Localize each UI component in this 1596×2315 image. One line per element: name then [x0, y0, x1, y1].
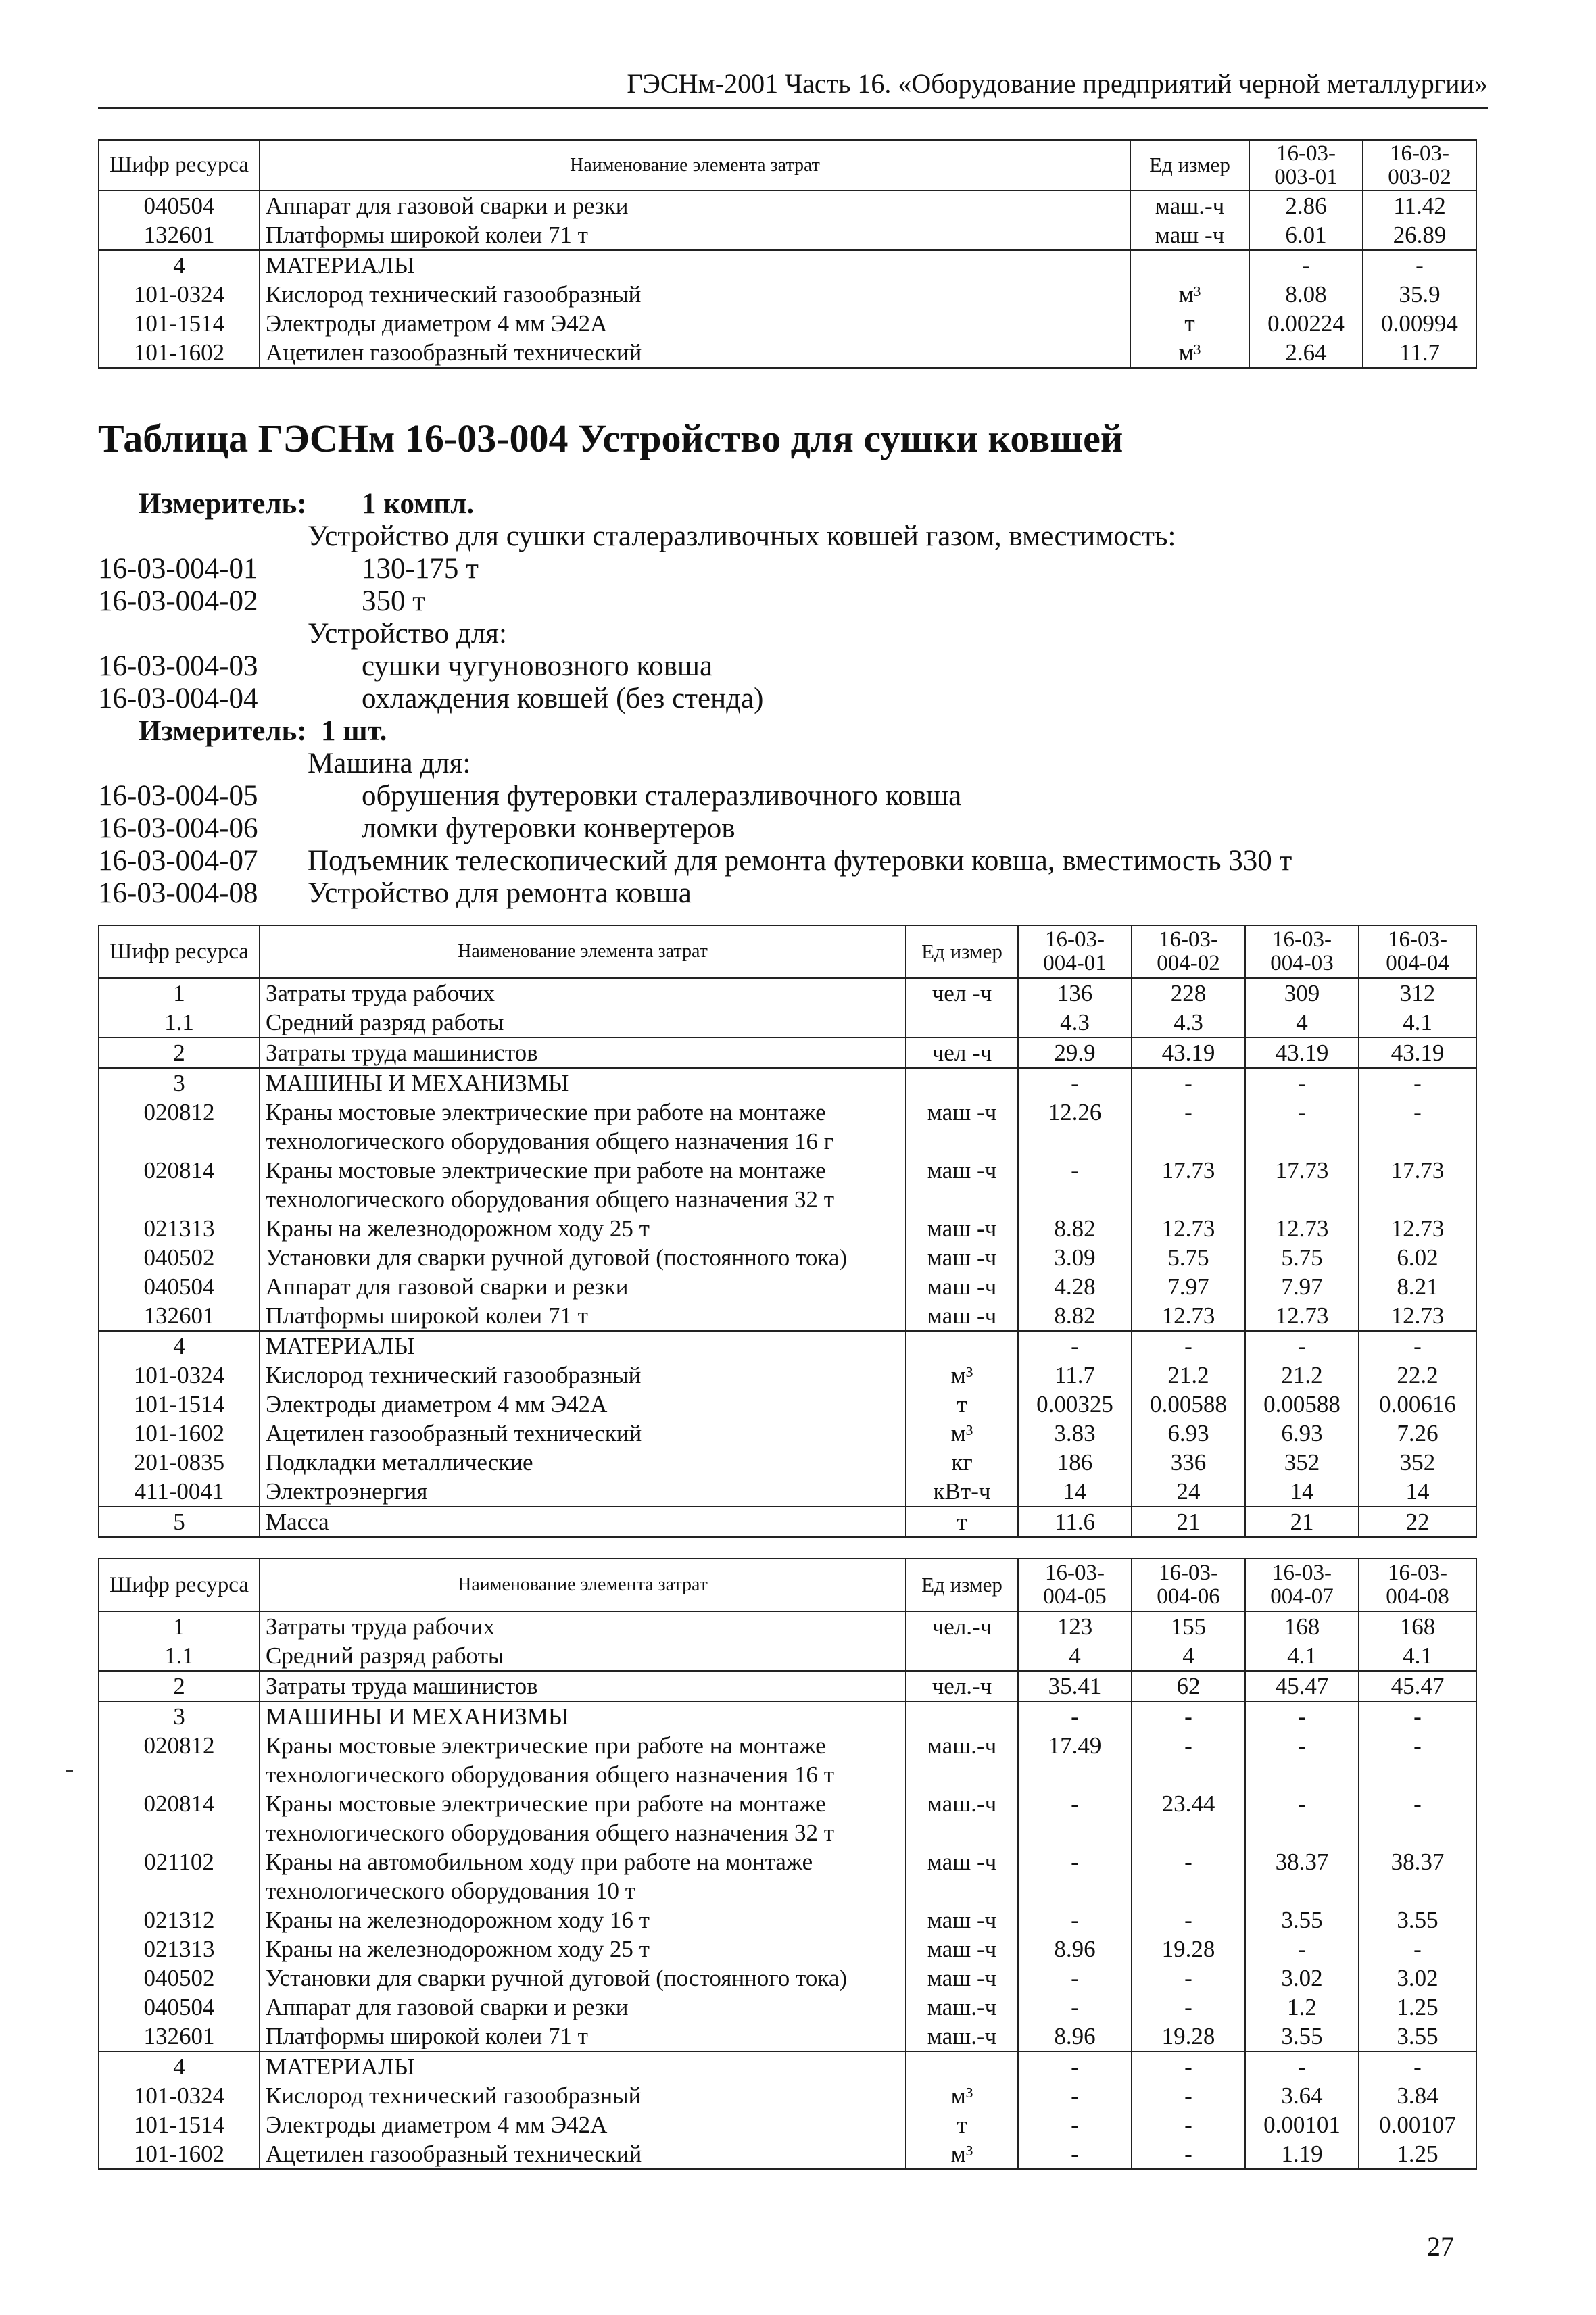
resource-table-004-05-08 [98, 1558, 1477, 2170]
table-row: 2 Затраты труда машинистов чел -ч 29.9 43.19 43.19 43.19 [99, 1038, 1476, 1068]
col-header-16-03-004-04: 16-03- 004-04 [1359, 925, 1476, 978]
table-row: 5 Масса т 11.6 21 21 22 [99, 1507, 1476, 1538]
table-row: 040502 Установки для сварки ручной дуговой (постоянного тока) маш -ч - - 3.02 3.02 [99, 1964, 1476, 1993]
item-code: 16-03-004-03 [98, 650, 258, 682]
table-row: 2 Затраты труда машинистов чел.-ч 35.41 62 45.47 45.47 [99, 1671, 1476, 1701]
measure-value: 1 компл. [362, 488, 475, 520]
item-code: 16-03-004-07 [98, 845, 258, 877]
item-text: 130-175 т [362, 553, 479, 585]
item-code: 16-03-004-08 [98, 877, 258, 909]
table-row: 132601 Платформы широкой колеи 71 т маш -ч 8.82 12.73 12.73 12.73 [99, 1301, 1476, 1331]
margin-mark [66, 1770, 73, 1772]
item-code: 16-03-004-04 [98, 683, 258, 714]
table-row: 020812 Краны мостовые электрические при работе на монтаже технологического оборудования общего назначения 16 г маш -ч 12.26 - - - [99, 1098, 1476, 1156]
table-row: 1.1 Средний разряд работы 4 4 4.1 4.1 [99, 1641, 1476, 1671]
spec-description: Машина для: [308, 748, 471, 779]
table-row: 1.1 Средний разряд работы 4.3 4.3 4 4.1 [99, 1008, 1476, 1038]
table-row: 132601 Платформы широкой колеи 71 т маш -ч 6.01 26.89 [99, 220, 1476, 250]
measure-label: Измеритель: [139, 488, 307, 520]
table-row: 021312 Краны на железнодорожном ходу 16 т маш -ч - - 3.55 3.55 [99, 1905, 1476, 1934]
item-text: обрушения футеровки сталеразливочного ковша [362, 780, 962, 812]
table-row: 101-1602 Ацетилен газообразный технический м³ - - 1.19 1.25 [99, 2139, 1476, 2170]
table-row: 132601 Платформы широкой колеи 71 т маш.-ч 8.96 19.28 3.55 3.55 [99, 2022, 1476, 2051]
table-row: 4 МАТЕРИАЛЫ - - - - [99, 2051, 1476, 2081]
col-header-16-03-003-02: 16-03- 003-02 [1363, 140, 1476, 191]
measure-label: Измеритель: [139, 715, 307, 747]
table-row: 040502 Установки для сварки ручной дуговой (постоянного тока) маш -ч 3.09 5.75 5.75 6.02 [99, 1243, 1476, 1272]
col-header-name: Наименование элемента затрат [260, 925, 906, 978]
col-header-16-03-004-05: 16-03- 004-05 [1018, 1559, 1132, 1611]
table-row: 4 МАТЕРИАЛЫ - - - - [99, 1331, 1476, 1361]
col-header-16-03-003-01: 16-03- 003-01 [1249, 140, 1363, 191]
table-row: 1 Затраты труда рабочих чел.-ч 123 155 168 168 [99, 1611, 1476, 1641]
page-number: 27 [1427, 2231, 1454, 2262]
col-header-16-03-004-02: 16-03- 004-02 [1132, 925, 1245, 978]
col-header-code: Шифр ресурса [99, 140, 260, 191]
col-header-16-03-004-07: 16-03- 004-07 [1245, 1559, 1359, 1611]
table-row: 040504 Аппарат для газовой сварки и резки маш.-ч - - 1.2 1.25 [99, 1993, 1476, 2022]
table-title: Таблица ГЭСНм 16-03-004 Устройство для сушки ковшей [98, 416, 1123, 460]
table-row: 020814 Краны мостовые электрические при работе на монтаже технологического оборудования общего назначения 32 т маш.-ч - 23.44 - - [99, 1789, 1476, 1847]
table-row: 101-1514 Электроды диаметром 4 мм Э42А т - - 0.00101 0.00107 [99, 2110, 1476, 2139]
measure-value: 1 шт. [321, 715, 387, 747]
col-header-16-03-004-08: 16-03- 004-08 [1359, 1559, 1476, 1611]
table-row: 101-1514 Электроды диаметром 4 мм Э42А т 0.00325 0.00588 0.00588 0.00616 [99, 1390, 1476, 1419]
item-text: сушки чугуновозного ковша [362, 650, 713, 682]
table-row: 201-0835 Подкладки металлические кг 186 336 352 352 [99, 1448, 1476, 1477]
table-row: 040504 Аппарат для газовой сварки и резки маш -ч 4.28 7.97 7.97 8.21 [99, 1272, 1476, 1301]
resource-table-003 [98, 139, 1477, 369]
table-row: 021102 Краны на автомобильном ходу при работе на монтаже технологического оборудования 10 т маш -ч - - 38.37 38.37 [99, 1847, 1476, 1905]
table-row: 021313 Краны на железнодорожном ходу 25 т маш -ч 8.96 19.28 - - [99, 1934, 1476, 1964]
table-row: 021313 Краны на железнодорожном ходу 25 т маш -ч 8.82 12.73 12.73 12.73 [99, 1214, 1476, 1243]
table-row: 040504 Аппарат для газовой сварки и резки маш.-ч 2.86 11.42 [99, 191, 1476, 220]
table-row: 101-1514 Электроды диаметром 4 мм Э42А т 0.00224 0.00994 [99, 309, 1476, 338]
col-header-code: Шифр ресурса [99, 1559, 260, 1611]
table-row: 411-0041 Электроэнергия кВт-ч 14 24 14 14 [99, 1477, 1476, 1507]
table-row: 3 МАШИНЫ И МЕХАНИЗМЫ - - - - [99, 1068, 1476, 1098]
table-row: 020812 Краны мостовые электрические при работе на монтаже технологического оборудования общего назначения 16 т маш.-ч 17.49 - - - [99, 1731, 1476, 1789]
table-row: 1 Затраты труда рабочих чел -ч 136 228 309 312 [99, 978, 1476, 1008]
item-code: 16-03-004-05 [98, 780, 258, 812]
item-text: охлаждения ковшей (без стенда) [362, 683, 764, 714]
table-row: 101-1602 Ацетилен газообразный технический м³ 3.83 6.93 6.93 7.26 [99, 1419, 1476, 1448]
resource-table-004-01-04 [98, 925, 1477, 1538]
item-code: 16-03-004-01 [98, 553, 258, 585]
item-code: 16-03-004-06 [98, 812, 258, 844]
col-header-unit: Ед измер [906, 1559, 1018, 1611]
col-header-unit: Ед измер [906, 925, 1018, 978]
table-row: 101-0324 Кислород технический газообразный м³ 8.08 35.9 [99, 280, 1476, 309]
col-header-name: Наименование элемента затрат [260, 140, 1130, 191]
item-text: Подъемник телескопический для ремонта футеровки ковша, вместимость 330 т [308, 845, 1292, 877]
item-text: 350 т [362, 585, 426, 617]
spec-description: Устройство для сушки сталеразливочных ковшей газом, вместимость: [308, 520, 1176, 552]
table-row: 101-0324 Кислород технический газообразный м³ 11.7 21.2 21.2 22.2 [99, 1361, 1476, 1390]
table-row: 020814 Краны мостовые электрические при работе на монтаже технологического оборудования общего назначения 32 т маш -ч - 17.73 17.73 17.73 [99, 1156, 1476, 1214]
item-code: 16-03-004-02 [98, 585, 258, 617]
table-row: 4 МАТЕРИАЛЫ - - [99, 250, 1476, 280]
item-text: Устройство для ремонта ковша [308, 877, 692, 909]
table-row: 3 МАШИНЫ И МЕХАНИЗМЫ - - - - [99, 1701, 1476, 1731]
col-header-16-03-004-03: 16-03- 004-03 [1245, 925, 1359, 978]
measurement-spec [98, 488, 1504, 910]
col-header-unit: Ед измер [1130, 140, 1249, 191]
table-row: 101-1602 Ацетилен газообразный технический м³ 2.64 11.7 [99, 338, 1476, 368]
col-header-16-03-004-01: 16-03- 004-01 [1018, 925, 1132, 978]
spec-description: Устройство для: [308, 618, 507, 650]
table-row: 101-0324 Кислород технический газообразный м³ - - 3.64 3.84 [99, 2081, 1476, 2110]
col-header-code: Шифр ресурса [99, 925, 260, 978]
running-header: ГЭСНм-2001 Часть 16. «Оборудование предприятий черной металлургии» [98, 68, 1488, 109]
item-text: ломки футеровки конвертеров [362, 812, 735, 844]
col-header-16-03-004-06: 16-03- 004-06 [1132, 1559, 1245, 1611]
col-header-name: Наименование элемента затрат [260, 1559, 906, 1611]
